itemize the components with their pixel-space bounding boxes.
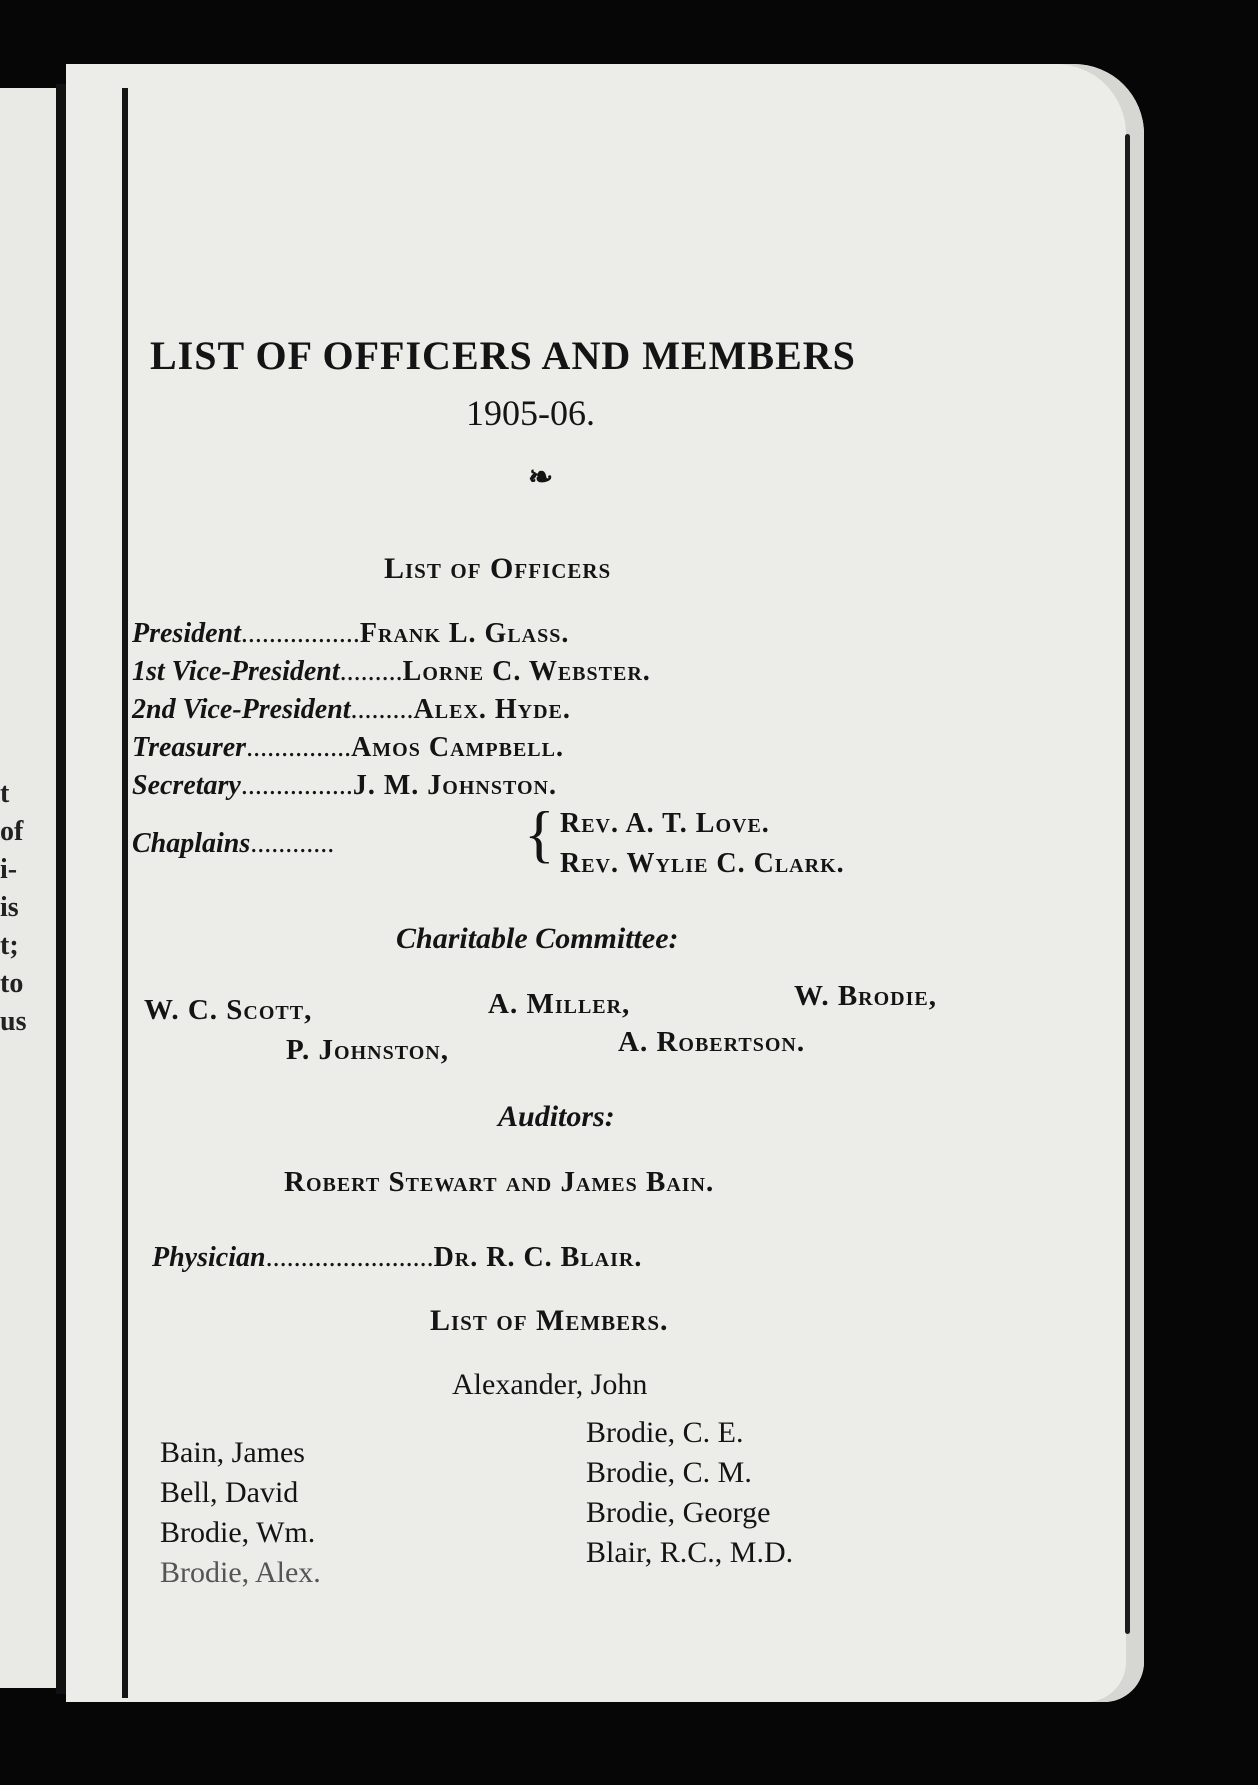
ornament-icon: ❧: [528, 461, 554, 494]
officer-row: [132, 732, 564, 764]
chaplain-name: Rev. Wylie C. Clark.: [560, 848, 845, 879]
officer-name: Dr. R. C. Blair.: [433, 1242, 643, 1273]
officer-role: Secretary: [132, 770, 241, 801]
officer-role: Chaplains: [132, 828, 251, 859]
member-name: Blair, R.C., M.D.: [586, 1536, 794, 1569]
leader-dots: ............: [250, 828, 335, 859]
book-spine: [56, 84, 66, 1694]
fragment-text: t: [0, 778, 10, 809]
officer-row: [132, 656, 651, 688]
members-heading: List of Members.: [430, 1304, 669, 1337]
fragment-text: us: [0, 1006, 27, 1037]
officer-role: Physician: [152, 1242, 266, 1273]
officer-role: Treasurer: [132, 732, 247, 763]
officer-row: [132, 618, 569, 650]
officer-row: [132, 770, 557, 802]
member-name: Brodie, Alex.: [160, 1556, 321, 1589]
leader-dots: ...............: [246, 732, 352, 763]
previous-page-edge: [0, 88, 64, 1688]
leader-dots: .........: [350, 694, 414, 725]
page-rule: [122, 88, 128, 1698]
leader-dots: .................: [240, 618, 360, 649]
officer-role: President: [132, 618, 241, 649]
committee-member: A. Miller,: [488, 988, 631, 1020]
brace-icon: {: [524, 798, 555, 869]
fragment-text: to: [0, 968, 24, 999]
member-name: Brodie, Wm.: [160, 1516, 316, 1549]
leader-dots: .........: [339, 656, 403, 687]
year-heading: 1905-06.: [466, 393, 595, 433]
leader-dots: ................: [240, 770, 353, 801]
committee-member: W. Brodie,: [794, 980, 937, 1012]
fragment-text: t;: [0, 930, 19, 961]
member-name: Alexander, John: [452, 1368, 648, 1401]
fragment-text: is: [0, 892, 19, 923]
member-name: Brodie, C. E.: [586, 1416, 744, 1449]
document-page: [66, 64, 1144, 1702]
officers-heading: List of Officers: [384, 552, 612, 585]
officer-row: [132, 694, 571, 726]
officer-name: Lorne C. Webster.: [402, 656, 651, 687]
committee-member: P. Johnston,: [286, 1034, 449, 1066]
member-name: Bell, David: [160, 1476, 299, 1509]
member-name: Bain, James: [160, 1436, 305, 1469]
committee-member: W. C. Scott,: [144, 994, 313, 1026]
member-name: Brodie, C. M.: [586, 1456, 752, 1489]
fragment-text: of: [0, 816, 24, 847]
officer-role: 2nd Vice-President: [132, 694, 351, 725]
officer-name: J. M. Johnston.: [352, 770, 557, 801]
officer-name: Alex. Hyde.: [413, 694, 571, 725]
page-title: LIST OF OFFICERS AND MEMBERS: [150, 333, 856, 378]
physician-row: [152, 1242, 642, 1274]
chaplain-name: Rev. A. T. Love.: [560, 808, 770, 839]
officer-name: Frank L. Glass.: [359, 618, 570, 649]
leader-dots: ........................: [265, 1242, 434, 1273]
member-name: Brodie, George: [586, 1496, 771, 1529]
officer-role: 1st Vice-President: [132, 656, 340, 687]
auditors-heading: Auditors:: [498, 1100, 615, 1133]
fragment-text: i-: [0, 854, 18, 885]
officer-name: Amos Campbell.: [351, 732, 564, 763]
chaplains-row: [132, 828, 334, 860]
committee-member: A. Robertson.: [618, 1026, 806, 1058]
auditors-names: Robert Stewart and James Bain.: [284, 1166, 715, 1198]
charitable-heading: Charitable Committee:: [396, 922, 679, 955]
